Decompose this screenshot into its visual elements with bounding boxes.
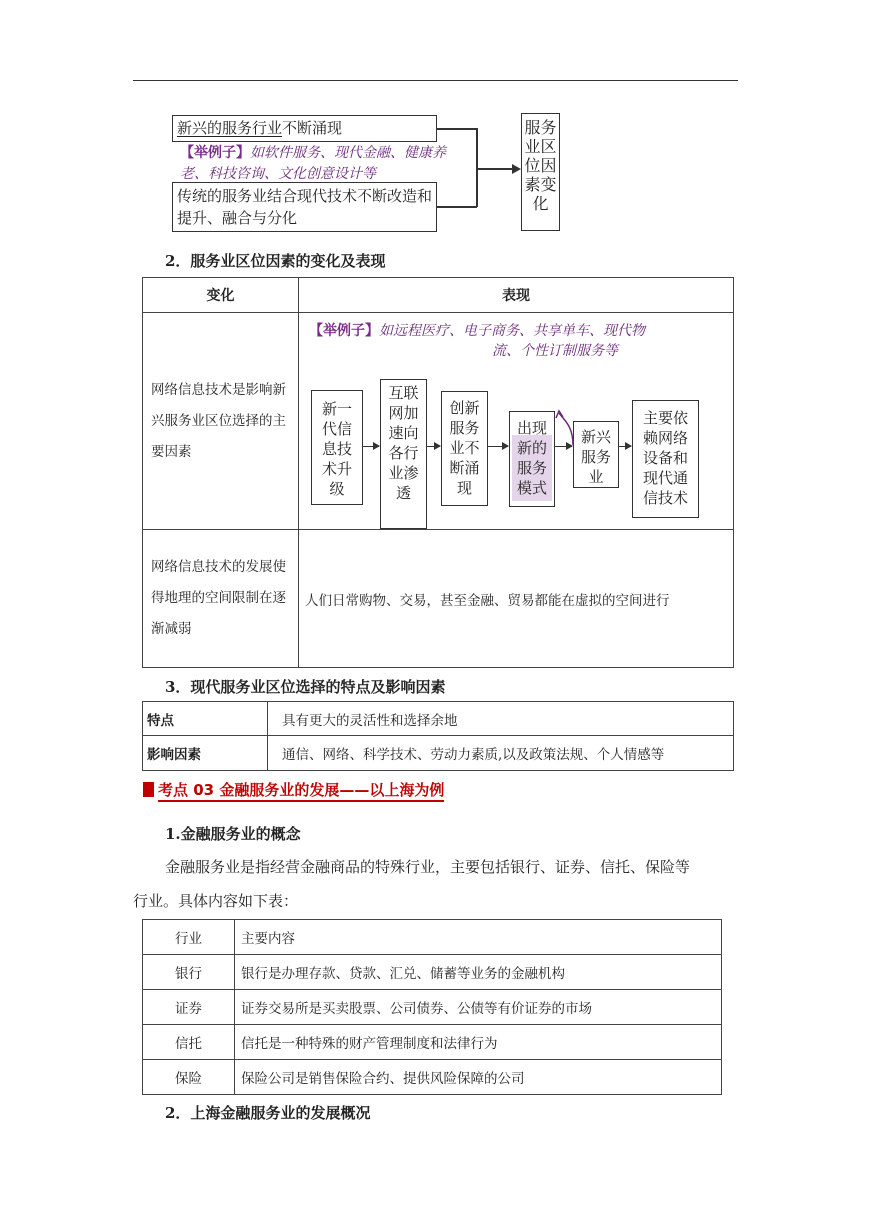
curved-arrow-icon [553,409,579,447]
table-cell: 特点 [143,702,268,736]
flow-step: 新兴服务业 [573,421,619,488]
table-cell: 通信、网络、科学技术、劳动力素质,以及政策法规、个人情感等 [268,736,734,771]
diagram-box-factor-change: 服务业区位因素变化 [521,113,560,231]
section-heading: 2．服务业区位因素的变化及表现 [165,252,386,270]
header-rule [133,80,738,81]
paragraph-line: 行业。具体内容如下表： [133,892,299,910]
flow-step-highlighted: 出现新的服务模式 [509,411,555,507]
diagram-box-new-services: 新兴的服务行业不断涌现 [172,115,437,142]
connector-arrow [476,168,514,170]
table-cell: 保险 [143,1060,235,1095]
table-cell: 证券交易所是买卖股票、公司债券、公债等有价证券的市场 [235,990,722,1025]
section-heading: 2．上海金融服务业的发展概况 [165,1104,371,1122]
table-cell: 信托 [143,1025,235,1060]
flow-step: 新一代信息技术升级 [311,390,363,505]
section-heading: 1.金融服务业的概念 [165,825,301,843]
connector-line [437,128,477,130]
flow-arrow [488,446,508,447]
table-cell: 人们日常购物、交易，甚至金融、贸易都能在虚拟的空间进行 [299,530,734,668]
flow-arrow [427,446,440,447]
kaodian-heading: 考点 03 金融服务业的发展——以上海为例 [143,779,444,800]
table-cell: 银行 [143,955,235,990]
diagram-box-traditional-services: 传统的服务业结合现代技术不断改造和提升、融合与分化 [172,182,437,232]
section-heading: 3．现代服务业区位选择的特点及影响因素 [165,678,446,696]
finance-table [142,919,722,1095]
column-header: 变化 [143,278,299,313]
flow-arrow [363,446,379,447]
flow-chart-cell [299,313,734,530]
location-factor-table [142,277,734,668]
table-cell: 证券 [143,990,235,1025]
table-cell: 网络信息技术的发展使得地理的空间限制在逐渐减弱 [143,530,299,668]
flow-step: 主要依赖网络设备和现代通信技术 [632,400,699,518]
flow-step: 互联网加速向各行业渗透 [380,379,427,529]
connector-line [437,206,477,208]
feature-table [142,701,734,771]
flow-example-note: 【举例子】如远程医疗、电子商务、共享单车、现代物 流、个性订制服务等 [309,323,645,359]
red-square-icon [143,782,154,797]
flow-arrow [619,446,631,447]
arrow-head [512,164,521,174]
table-cell: 信托是一种特殊的财产管理制度和法律行为 [235,1025,722,1060]
table-cell: 银行是办理存款、贷款、汇兑、储蓄等业务的金融机构 [235,955,722,990]
table-cell: 主要内容 [235,920,722,955]
table-cell: 影响因素 [143,736,268,771]
paragraph-line: 金融服务业是指经营金融商品的特殊行业，主要包括银行、证券、信托、保险等 [165,858,691,876]
table-cell: 具有更大的灵活性和选择余地 [268,702,734,736]
table-cell: 行业 [143,920,235,955]
table-cell: 网络信息技术是影响新兴服务业区位选择的主要因素 [143,313,299,530]
column-header: 表现 [299,278,734,313]
diagram-example-note: 【举例子】如软件服务、现代金融、健康养老、科技咨询、文化创意设计等 [180,145,446,182]
flow-step: 创新服务业不断涌现 [441,391,488,506]
table-cell: 保险公司是销售保险合约、提供风险保障的公司 [235,1060,722,1095]
